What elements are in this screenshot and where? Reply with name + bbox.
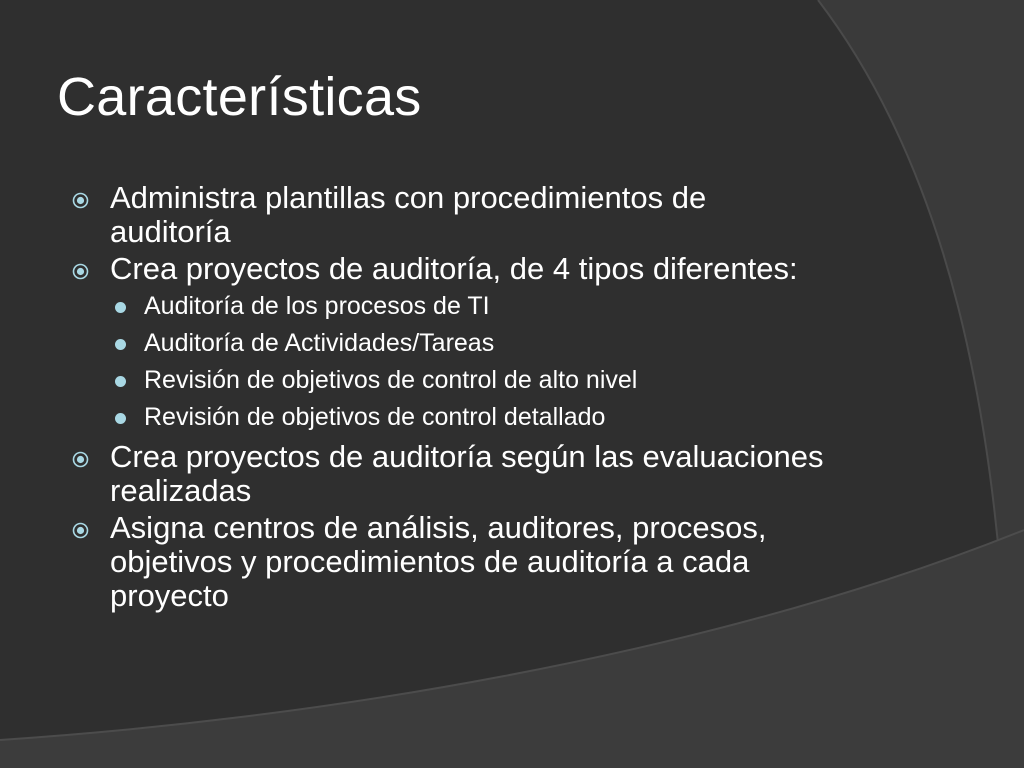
dot-bullet-icon [115, 302, 126, 313]
sub-bullet-text: Revisión de objetivos de control de alto nivel [144, 366, 638, 394]
circle-dot-bullet-icon [72, 522, 89, 539]
bullet-item [70, 252, 830, 436]
dot-bullet-icon [115, 339, 126, 350]
bullet-text: Crea proyectos de auditoría, de 4 tipos diferentes: [110, 251, 798, 286]
sub-bullet-list [110, 288, 830, 436]
circle-dot-bullet-icon [72, 192, 89, 209]
bullet-list [70, 181, 830, 616]
circle-dot-bullet-icon [72, 263, 89, 280]
sub-bullet-item [110, 288, 830, 325]
sub-bullet-item [110, 399, 830, 436]
sub-bullet-item [110, 362, 830, 399]
bullet-text: Administra plantillas con procedimientos de auditoría [110, 180, 707, 249]
bullet-text: Crea proyectos de auditoría según las evaluaciones realizadas [110, 439, 824, 508]
slide-title: Características [57, 67, 422, 127]
dot-bullet-icon [115, 413, 126, 424]
bullet-item [70, 511, 830, 613]
dot-bullet-icon [115, 376, 126, 387]
sub-bullet-item [110, 325, 830, 362]
bullet-text: Asigna centros de análisis, auditores, procesos, objetivos y procedimientos de auditoría a cada proyecto [110, 510, 767, 613]
sub-bullet-text: Auditoría de Actividades/Tareas [144, 329, 495, 357]
circle-dot-bullet-icon [72, 451, 89, 468]
sub-bullet-text: Auditoría de los procesos de TI [144, 292, 490, 320]
sub-bullet-text: Revisión de objetivos de control detallado [144, 403, 606, 431]
bullet-item [70, 440, 830, 508]
bullet-item [70, 181, 830, 249]
